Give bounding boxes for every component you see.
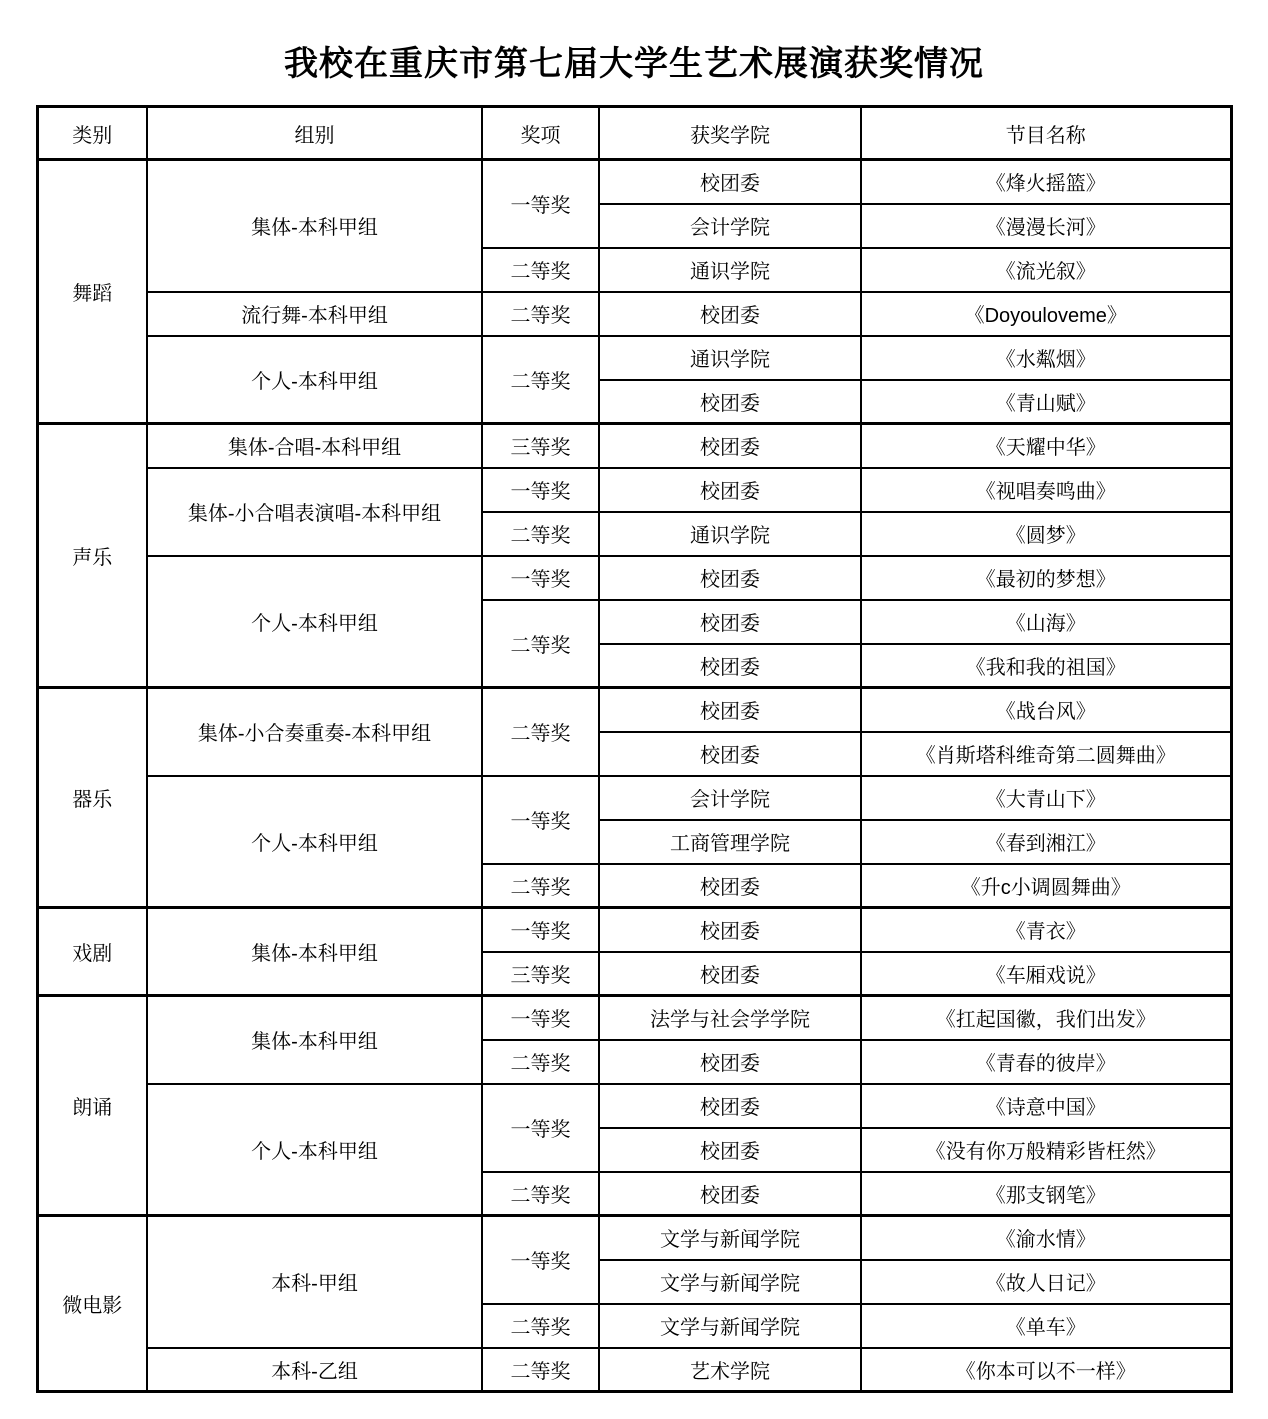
page-title: 我校在重庆市第七届大学生艺术展演获奖情况 <box>284 46 984 83</box>
program-cell: 《大青山下》 <box>861 776 1231 820</box>
college-cell: 工商管理学院 <box>599 820 861 864</box>
group-cell: 个人-本科甲组 <box>147 336 482 424</box>
table-row <box>37 776 1231 820</box>
award-cell: 二等奖 <box>482 512 599 556</box>
college-cell: 通识学院 <box>599 248 861 292</box>
college-cell: 校团委 <box>599 732 861 776</box>
college-cell: 通识学院 <box>599 336 861 380</box>
group-cell: 流行舞-本科甲组 <box>147 292 482 336</box>
program-cell: 《升c小调圆舞曲》 <box>861 864 1231 908</box>
group-cell: 本科-乙组 <box>147 1348 482 1392</box>
program-cell: 《水粼烟》 <box>861 336 1231 380</box>
table-row <box>37 160 1231 204</box>
program-cell: 《车厢戏说》 <box>861 952 1231 996</box>
college-cell: 校团委 <box>599 292 861 336</box>
program-cell: 《肖斯塔科维奇第二圆舞曲》 <box>861 732 1231 776</box>
table-row <box>37 292 1231 336</box>
college-cell: 法学与社会学学院 <box>599 996 861 1040</box>
college-cell: 文学与新闻学院 <box>599 1260 861 1304</box>
awards-table <box>36 105 1233 1393</box>
program-cell: 《圆梦》 <box>861 512 1231 556</box>
award-cell: 一等奖 <box>482 776 599 864</box>
col-header-award: 奖项 <box>482 107 599 160</box>
college-cell: 校团委 <box>599 600 861 644</box>
award-cell: 一等奖 <box>482 160 599 248</box>
award-cell: 二等奖 <box>482 600 599 688</box>
college-cell: 校团委 <box>599 160 861 204</box>
award-cell: 二等奖 <box>482 864 599 908</box>
program-cell: 《春到湘江》 <box>861 820 1231 864</box>
category-cell: 舞蹈 <box>37 160 147 424</box>
program-cell: 《流光叙》 <box>861 248 1231 292</box>
award-cell: 二等奖 <box>482 248 599 292</box>
program-cell: 《那支钢笔》 <box>861 1172 1231 1216</box>
college-cell: 校团委 <box>599 644 861 688</box>
col-header-group: 组别 <box>147 107 482 160</box>
program-cell: 《青春的彼岸》 <box>861 1040 1231 1084</box>
program-cell: 《青衣》 <box>861 908 1231 952</box>
program-cell: 《山海》 <box>861 600 1231 644</box>
program-cell: 《故人日记》 <box>861 1260 1231 1304</box>
group-cell: 集体-本科甲组 <box>147 160 482 292</box>
program-cell: 《没有你万般精彩皆枉然》 <box>861 1128 1231 1172</box>
award-cell: 二等奖 <box>482 688 599 776</box>
category-cell: 器乐 <box>37 688 147 908</box>
college-cell: 校团委 <box>599 1084 861 1128</box>
category-cell: 声乐 <box>37 424 147 688</box>
award-cell: 二等奖 <box>482 336 599 424</box>
award-cell: 一等奖 <box>482 556 599 600</box>
program-cell: 《Doyouloveme》 <box>861 292 1231 336</box>
college-cell: 校团委 <box>599 1040 861 1084</box>
college-cell: 校团委 <box>599 380 861 424</box>
college-cell: 校团委 <box>599 468 861 512</box>
table-row <box>37 424 1231 468</box>
group-cell: 本科-甲组 <box>147 1216 482 1348</box>
college-cell: 校团委 <box>599 1172 861 1216</box>
college-cell: 文学与新闻学院 <box>599 1216 861 1260</box>
college-cell: 校团委 <box>599 864 861 908</box>
program-cell: 《诗意中国》 <box>861 1084 1231 1128</box>
group-cell: 集体-本科甲组 <box>147 908 482 996</box>
table-row <box>37 1084 1231 1128</box>
college-cell: 会计学院 <box>599 776 861 820</box>
award-cell: 一等奖 <box>482 908 599 952</box>
table-row <box>37 336 1231 380</box>
table-row <box>37 1216 1231 1260</box>
award-cell: 二等奖 <box>482 1304 599 1348</box>
college-cell: 校团委 <box>599 908 861 952</box>
table-row <box>37 468 1231 512</box>
header-row <box>37 107 1231 160</box>
awards-table-body <box>37 160 1231 1392</box>
group-cell: 个人-本科甲组 <box>147 1084 482 1216</box>
group-cell: 个人-本科甲组 <box>147 776 482 908</box>
award-cell: 一等奖 <box>482 468 599 512</box>
college-cell: 校团委 <box>599 1128 861 1172</box>
group-cell: 集体-合唱-本科甲组 <box>147 424 482 468</box>
award-cell: 一等奖 <box>482 1216 599 1304</box>
table-row <box>37 556 1231 600</box>
award-cell: 三等奖 <box>482 952 599 996</box>
group-cell: 个人-本科甲组 <box>147 556 482 688</box>
college-cell: 校团委 <box>599 688 861 732</box>
award-cell: 三等奖 <box>482 424 599 468</box>
group-cell: 集体-小合唱表演唱-本科甲组 <box>147 468 482 556</box>
award-cell: 二等奖 <box>482 1172 599 1216</box>
program-cell: 《我和我的祖国》 <box>861 644 1231 688</box>
college-cell: 文学与新闻学院 <box>599 1304 861 1348</box>
program-cell: 《漫漫长河》 <box>861 204 1231 248</box>
table-row <box>37 1348 1231 1392</box>
program-cell: 《渝水情》 <box>861 1216 1231 1260</box>
college-cell: 通识学院 <box>599 512 861 556</box>
col-header-program: 节目名称 <box>861 107 1231 160</box>
award-cell: 一等奖 <box>482 996 599 1040</box>
table-row <box>37 908 1231 952</box>
program-cell: 《单车》 <box>861 1304 1231 1348</box>
award-cell: 二等奖 <box>482 292 599 336</box>
college-cell: 校团委 <box>599 556 861 600</box>
group-cell: 集体-小合奏重奏-本科甲组 <box>147 688 482 776</box>
program-cell: 《最初的梦想》 <box>861 556 1231 600</box>
program-cell: 《你本可以不一样》 <box>861 1348 1231 1392</box>
program-cell: 《烽火摇篮》 <box>861 160 1231 204</box>
program-cell: 《青山赋》 <box>861 380 1231 424</box>
program-cell: 《扛起国徽，我们出发》 <box>861 996 1231 1040</box>
table-row <box>37 688 1231 732</box>
category-cell: 朗诵 <box>37 996 147 1216</box>
college-cell: 艺术学院 <box>599 1348 861 1392</box>
program-cell: 《天耀中华》 <box>861 424 1231 468</box>
table-row <box>37 996 1231 1040</box>
group-cell: 集体-本科甲组 <box>147 996 482 1084</box>
category-cell: 微电影 <box>37 1216 147 1392</box>
award-cell: 二等奖 <box>482 1348 599 1392</box>
program-cell: 《视唱奏鸣曲》 <box>861 468 1231 512</box>
category-cell: 戏剧 <box>37 908 147 996</box>
program-cell: 《战台风》 <box>861 688 1231 732</box>
col-header-college: 获奖学院 <box>599 107 861 160</box>
college-cell: 会计学院 <box>599 204 861 248</box>
college-cell: 校团委 <box>599 952 861 996</box>
award-cell: 二等奖 <box>482 1040 599 1084</box>
college-cell: 校团委 <box>599 424 861 468</box>
col-header-category: 类别 <box>37 107 147 160</box>
award-cell: 一等奖 <box>482 1084 599 1172</box>
